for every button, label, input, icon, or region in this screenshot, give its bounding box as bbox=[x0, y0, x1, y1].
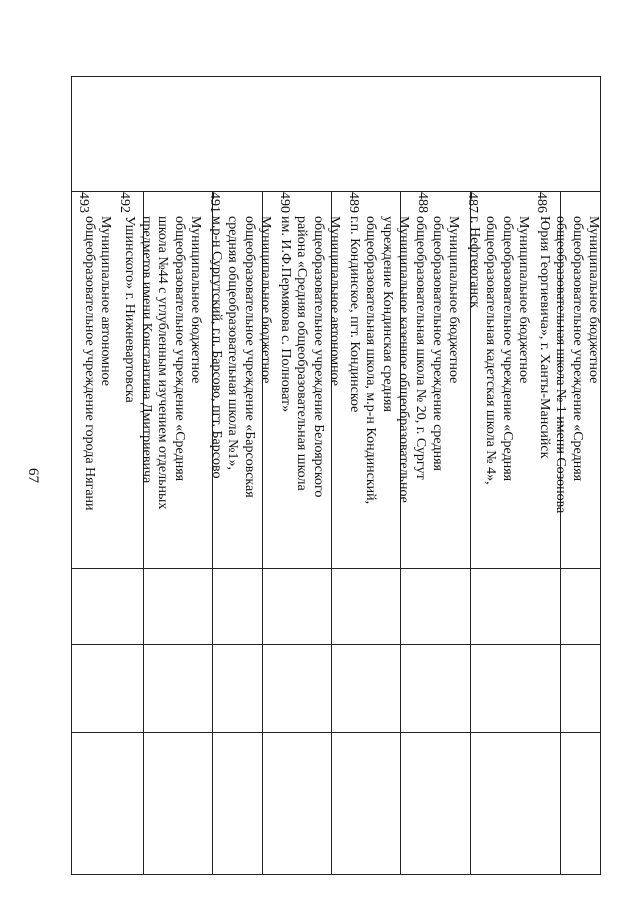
row-name-line: Муниципальное бюджетное bbox=[258, 216, 273, 384]
table-row bbox=[412, 192, 461, 567]
table-row bbox=[114, 192, 203, 567]
row-name-line: Муниципальное автономное bbox=[98, 216, 113, 387]
table-row bbox=[343, 192, 411, 567]
row-name-line: Муниципальное бюджетное bbox=[586, 216, 601, 384]
row-name-line: общеобразовательная школа, м.р-н Кондинский, bbox=[363, 216, 379, 505]
table-row bbox=[204, 192, 273, 567]
table-row bbox=[73, 192, 113, 567]
row-name-line: Муниципальное автономное bbox=[327, 216, 342, 387]
row-number: 486 bbox=[534, 192, 550, 213]
row-name-line: общеобразовательное учреждение «Средняя bbox=[569, 216, 585, 482]
row-name-line: им. И.Ф.Пермякова с. Полноват» bbox=[277, 216, 293, 413]
row-name-line: Муниципальное бюджетное bbox=[446, 216, 461, 384]
row-number: 491 bbox=[207, 192, 223, 213]
row-name-line: Муниципальное бюджетное bbox=[188, 216, 203, 384]
row-name-line: района «Средняя общеобразовательная школа bbox=[294, 216, 310, 491]
row-name-line: Муниципальное казенное общеобразовательное bbox=[396, 216, 411, 503]
row-number: 490 bbox=[277, 192, 293, 213]
row-number: 492 bbox=[117, 192, 133, 213]
row-number: 487 bbox=[465, 192, 481, 213]
row-number: 489 bbox=[346, 192, 362, 213]
row-name-line: Муниципальное бюджетное bbox=[516, 216, 531, 384]
rotated-content bbox=[72, 77, 602, 876]
row-name-line: общеобразовательное учреждение Белоярского bbox=[310, 216, 326, 498]
row-name-line: предметов имени Константина Дмитриевича bbox=[138, 216, 154, 484]
row-name-line: Ушинского» г. Нижневартовска bbox=[122, 216, 138, 403]
row-name-line: средняя общеобразовательная школа №1», bbox=[225, 216, 241, 471]
table-row bbox=[274, 192, 342, 567]
row-name-line: м.р-н Сургутский, г.п. Барсово, пгт. Барсово bbox=[208, 216, 224, 479]
row-name-line: школа №44 с углубленным изучением отдельных bbox=[155, 216, 171, 510]
row-name-line: общеобразовательное учреждение «Средняя bbox=[499, 216, 515, 482]
table-row bbox=[462, 192, 531, 567]
row-name-line: г. Нефтеюганск bbox=[466, 216, 482, 308]
institutions-table bbox=[71, 76, 601, 875]
table-row bbox=[531, 192, 601, 567]
row-name-line: г.п. Кондинское, пгт. Кондинское bbox=[346, 216, 362, 413]
row-name-line: учреждение Кондинская средняя bbox=[379, 216, 395, 412]
row-name-line: Юрия Георгиевича», г. Ханты-Мансийск bbox=[536, 216, 552, 459]
row-number: 488 bbox=[415, 192, 431, 213]
row-name-line: общеобразовательная школа № 1 имени Созонова bbox=[553, 216, 569, 514]
row-name-line: общеобразовательное учреждение «Барсовская bbox=[241, 216, 257, 498]
row-name-line: общеобразовательное учреждение «Средняя bbox=[171, 216, 187, 482]
row-name-line: общеобразовательное учреждение города Нягани bbox=[81, 216, 97, 511]
row-name-line: общеобразовательное учреждение средняя bbox=[429, 216, 445, 471]
row-number: 493 bbox=[76, 192, 92, 213]
row-name-line: общеобразовательная школа № 20, г. Сургут bbox=[413, 216, 429, 480]
page-number: 67 bbox=[25, 468, 41, 483]
row-name-line: общеобразовательная кадетская школа № 4», bbox=[483, 216, 499, 485]
